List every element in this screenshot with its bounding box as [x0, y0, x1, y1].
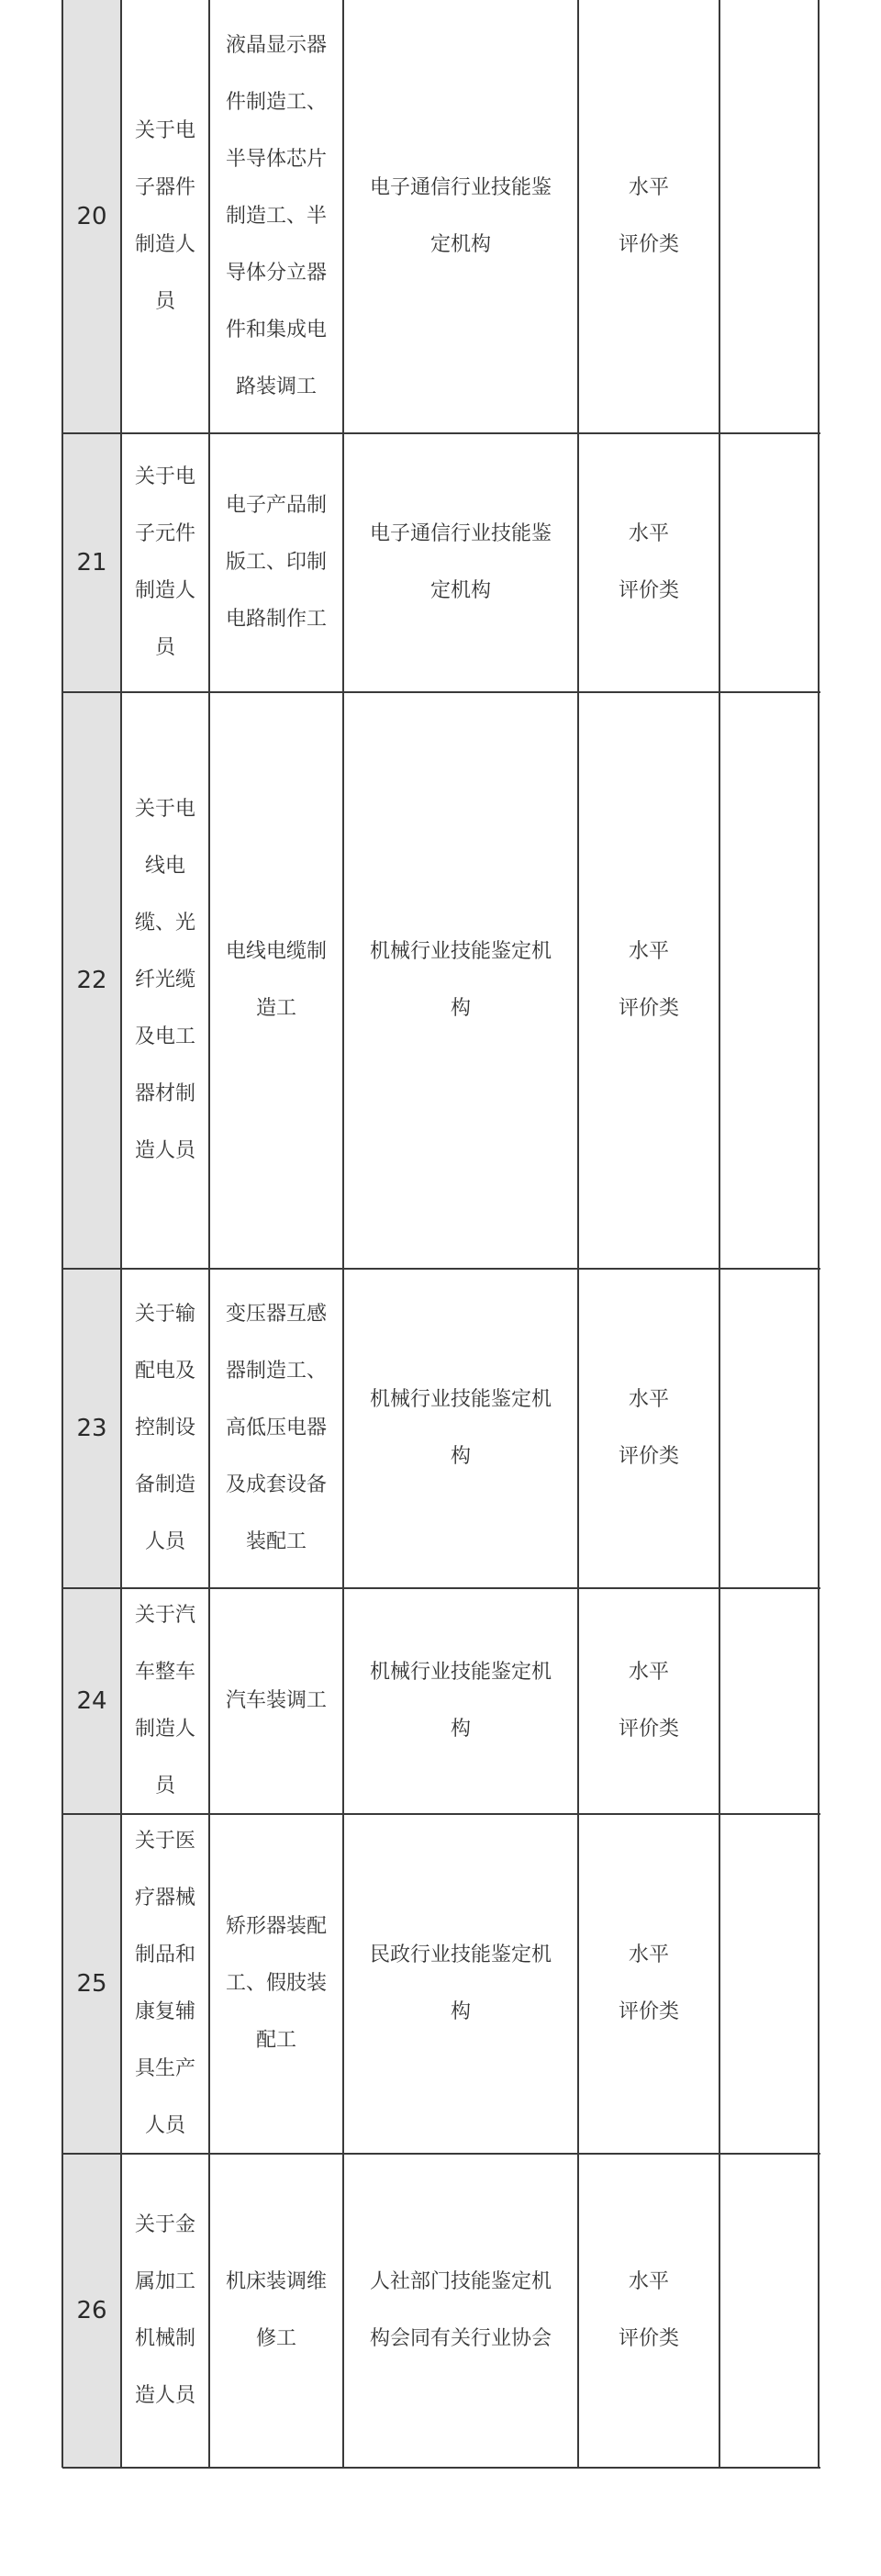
row-divider: [62, 691, 820, 693]
cell-text-type: 水平 评价类: [618, 522, 679, 602]
cell-text-num: 22: [76, 967, 107, 994]
table-cell-num: [62, 1588, 121, 1814]
table-cell-category: [121, 1269, 209, 1588]
table-cell-num: [62, 692, 121, 1269]
table-cell-note: [719, 1269, 819, 1588]
cell-text-num: 23: [76, 1415, 107, 1442]
table-cell-num: [62, 0, 121, 433]
row-divider: [62, 432, 820, 434]
cell-text-num: 24: [76, 1687, 107, 1715]
table-cell-num: [62, 2154, 121, 2468]
cell-text-agency: 电子通信行业技能鉴 定机构: [369, 176, 552, 256]
cell-text-occupation: 矫形器装配 工、假肢装 配工: [225, 1915, 327, 2052]
table-cell-agency: [343, 1269, 578, 1588]
table-cell-occupation: [209, 1588, 343, 1814]
table-cell-type: [578, 1588, 719, 1814]
table-cell-type: [578, 2154, 719, 2468]
table-cell-note: [719, 1588, 819, 1814]
table-cell-category: [121, 0, 209, 433]
table-cell-type: [578, 1814, 719, 2154]
table-cell-num: [62, 1814, 121, 2154]
column-divider: [208, 0, 210, 2468]
row-divider: [62, 1268, 820, 1270]
table-cell-category: [121, 1814, 209, 2154]
column-divider: [120, 0, 122, 2468]
cell-text-category: 关于电 子元件 制造人 员: [134, 465, 195, 659]
cell-text-category: 关于电 子器件 制造人 员: [134, 119, 195, 313]
column-divider: [342, 0, 344, 2468]
cell-text-agency: 人社部门技能鉴定机 构会同有关行业协会: [369, 2270, 552, 2350]
table-cell-occupation: [209, 0, 343, 433]
row-divider: [62, 2467, 820, 2469]
cell-text-type: 水平 评价类: [618, 1661, 679, 1741]
table-cell-category: [121, 433, 209, 692]
cell-text-agency: 机械行业技能鉴定机 构: [369, 1661, 552, 1741]
cell-text-category: 关于医 疗器械 制品和 康复辅 具生产 人员: [134, 1830, 195, 2137]
table-cell-type: [578, 692, 719, 1269]
cell-text-agency: 民政行业技能鉴定机 构: [369, 1943, 552, 2023]
cell-text-num: 26: [76, 2297, 107, 2324]
cell-text-occupation: 变压器互感 器制造工、 高低压电器 及成套设备 装配工: [225, 1303, 327, 1553]
column-divider: [818, 0, 820, 2468]
table-cell-occupation: [209, 692, 343, 1269]
table-cell-agency: [343, 1588, 578, 1814]
cell-text-num: 21: [76, 549, 107, 577]
cell-text-category: 关于汽 车整车 制造人 员: [134, 1604, 195, 1798]
cell-text-type: 水平 评价类: [618, 1388, 679, 1468]
column-divider: [577, 0, 579, 2468]
table-cell-note: [719, 1814, 819, 2154]
table-cell-category: [121, 2154, 209, 2468]
cell-text-occupation: 汽车装调工: [225, 1689, 327, 1712]
table-cell-agency: [343, 2154, 578, 2468]
cell-text-agency: 机械行业技能鉴定机 构: [369, 940, 552, 1020]
cell-text-agency: 电子通信行业技能鉴 定机构: [369, 522, 552, 602]
cell-text-type: 水平 评价类: [618, 1943, 679, 2023]
cell-text-category: 关于电 线电 缆、光 纤光缆 及电工 器材制 造人员: [134, 798, 195, 1162]
table-cell-occupation: [209, 1814, 343, 2154]
cell-text-num: 20: [76, 203, 107, 230]
cell-text-occupation: 机床装调维 修工: [225, 2270, 327, 2350]
cell-text-agency: 机械行业技能鉴定机 构: [369, 1388, 552, 1468]
table-cell-category: [121, 1588, 209, 1814]
table-cell-agency: [343, 1814, 578, 2154]
table-cell-type: [578, 1269, 719, 1588]
table-cell-num: [62, 433, 121, 692]
cell-text-category: 关于金 属加工 机械制 造人员: [134, 2213, 195, 2407]
cell-text-num: 25: [76, 1970, 107, 1998]
cell-text-occupation: 电子产品制 版工、印制 电路制作工: [225, 494, 327, 631]
table-cell-agency: [343, 692, 578, 1269]
cell-text-occupation: 液晶显示器 件制造工、 半导体芯片 制造工、半 导体分立器 件和集成电 路装调工: [225, 34, 327, 398]
table-cell-num: [62, 1269, 121, 1588]
cell-text-category: 关于输 配电及 控制设 备制造 人员: [134, 1303, 195, 1553]
cell-text-type: 水平 评价类: [618, 940, 679, 1020]
column-divider: [61, 0, 63, 2468]
table-cell-note: [719, 692, 819, 1269]
table-cell-type: [578, 0, 719, 433]
table-cell-category: [121, 692, 209, 1269]
table-cell-occupation: [209, 2154, 343, 2468]
table-cell-occupation: [209, 433, 343, 692]
table-cell-agency: [343, 0, 578, 433]
row-divider: [62, 1813, 820, 1815]
cell-text-occupation: 电线电缆制 造工: [225, 940, 327, 1020]
table-cell-note: [719, 0, 819, 433]
table-cell-type: [578, 433, 719, 692]
cell-text-type: 水平 评价类: [618, 176, 679, 256]
row-divider: [62, 1587, 820, 1589]
cell-text-type: 水平 评价类: [618, 2270, 679, 2350]
table-cell-note: [719, 2154, 819, 2468]
table-cell-note: [719, 433, 819, 692]
row-divider: [62, 2153, 820, 2155]
column-divider: [719, 0, 720, 2468]
table-cell-occupation: [209, 1269, 343, 1588]
table-cell-agency: [343, 433, 578, 692]
